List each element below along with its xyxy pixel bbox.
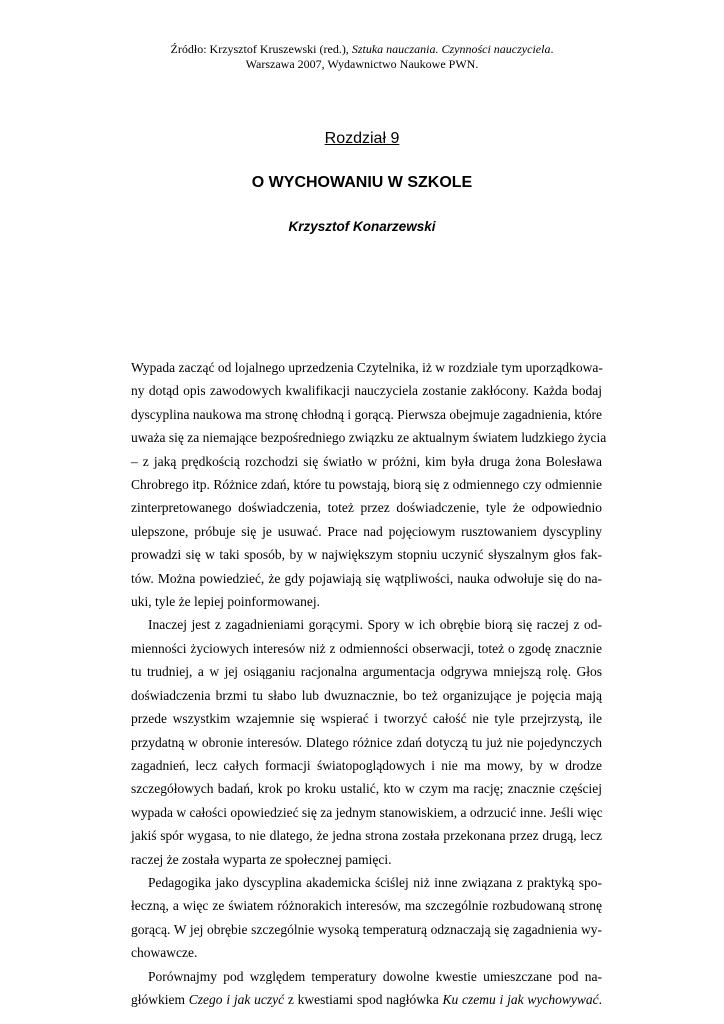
text-line: Porównajmy pod względem temperatury dowolne kwestie umieszczane pod na- xyxy=(148,968,602,984)
source-line-2: Warszawa 2007, Wydawnictwo Naukowe PWN. xyxy=(245,57,479,71)
text-line: raczej że została wyparta ze społecznej pamięci. xyxy=(131,851,392,867)
text-line: doświadczenia brzmi tu słabo lub dwuznacznie, bo też organizujące je pojęcia mają xyxy=(131,687,602,703)
text-line: zinterpretowanego doświadczenia, toteż przez doświadczenie, tyle że odpowiednio xyxy=(131,500,602,516)
text-line: zagadnień, lecz całych formacji światopoglądowych i nie ma mowy, by w drodze xyxy=(131,757,602,773)
text-line: tu trudniej, a w jej osiąganiu racjonalna argumentacja odgrywa mniejszą rolę. Głos xyxy=(131,664,602,680)
text-line: uważa się za niemające bezpośredniego związku ze aktualnym światem ludzkiego życia xyxy=(131,430,607,446)
text-line: mienności życiowych interesów niż z odmienności obserwacji, toteż o zgodę znacznie xyxy=(131,640,602,656)
text-line: ny dotąd opis zawodowych kwalifikacji nauczyciela zostanie zakłócony. Każda bodaj xyxy=(131,383,602,399)
text-line: łeczną, a więc ze światem różnorakich interesów, ma szczególnie rozbudowaną stronę xyxy=(131,898,602,914)
text-line: ulepszone, próbuje się je usuwać. Prace nad pojęciowym rusztowaniem dyscypliny xyxy=(131,523,602,539)
text-line: – z jaką prędkością rozchodzi się światło w próżni, kim była druga żona Bolesława xyxy=(131,453,602,469)
text-line: jakiś spór wygasa, to nie dlatego, że jedna strona została przekonana przez drugą, lecz xyxy=(131,828,602,844)
text-line: przede wszystkim wzajemnie się wspierać i tworzyć całość nie tyle przejrzystą, ile xyxy=(131,711,602,727)
text-line: przydatną w obronie interesów. Dlatego różnice zdań dotyczą tu już nie pojedynczych xyxy=(131,734,602,750)
text-line: gorącą. W jej obrębie szczególnie wysoką temperaturą odznaczają się zagadnienia wy- xyxy=(131,921,602,937)
text-line: główkiem Czego i jak uczyć z kwestiami spod nagłówka Ku czemu i jak wychowywać. xyxy=(131,991,602,1007)
chapter-heading: Rozdział 9 xyxy=(324,130,400,147)
text-line: Pedagogika jako dyscyplina akademicka ściślej niż inne związana z praktyką spo- xyxy=(148,874,602,890)
text-line: dyscyplina naukowa ma stronę chłodną i gorącą. Pierwsza obejmuje zagadnienia, które xyxy=(131,406,602,422)
text-line: uki, tyle że lepiej poinformowanej. xyxy=(131,594,320,610)
text-line: Chrobrego itp. Różnice zdań, które tu powstają, biorą się z odmiennego czy odmiennie xyxy=(131,477,602,493)
author-name: Krzysztof Konarzewski xyxy=(288,219,436,234)
text-line: tów. Można powiedzieć, że gdy pojawiają się wątpliwości, nauka odwołuje się do na- xyxy=(131,570,602,586)
text-line: Inaczej jest z zagadnieniami gorącymi. Spory w ich obrębie biorą się raczej z od- xyxy=(148,617,602,633)
text-line: Wypada zacząć od lojalnego uprzedzenia Czytelnika, iż w rozdziale tym uporządkowa- xyxy=(131,360,603,375)
body-text xyxy=(131,356,607,1011)
chapter-title: O WYCHOWANIU W SZKOLE xyxy=(251,174,473,191)
source-note xyxy=(0,42,724,72)
text-line: prowadzi się w taki sposób, by w największym stopniu uczynić słyszalnym głos fak- xyxy=(131,547,602,563)
source-line-1: Źródło: Krzysztof Kruszewski (red.), Sztuka nauczania. Czynności nauczyciela. xyxy=(170,42,554,56)
text-line: wypada w całości opowiedzieć się za jednym stanowiskiem, a odrzucić inne. Jeśli więc xyxy=(131,804,603,820)
text-line: szczegółowych badań, krok po kroku ustalić, kto w czym ma rację; znacznie częściej xyxy=(131,781,602,797)
text-line: chowawcze. xyxy=(131,945,198,961)
